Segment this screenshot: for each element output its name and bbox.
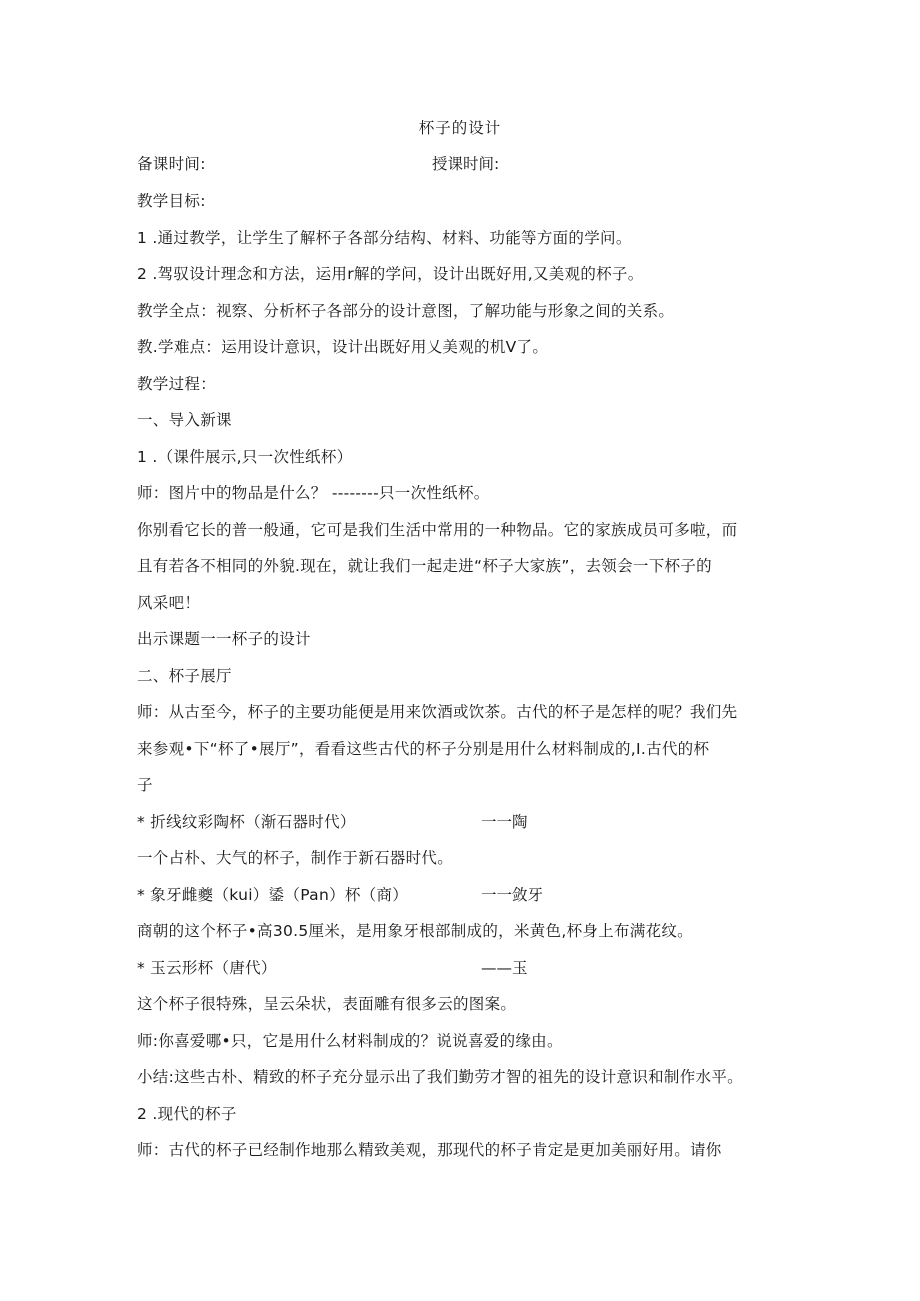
document-title: 杯子的设计 [418,119,502,137]
step-2: 2 .现代的杯子 [137,1105,237,1123]
teacher-question-1: 师：图片中的物品是什么？ --------只一次性纸杯。 [137,484,490,502]
objectives-heading: 教学目标: [137,192,206,210]
section-2-heading: 二、杯子展厅 [137,667,232,685]
paragraph-2-line-2: 来参观•下“杯了•展厅”，看看这些古代的杯子分别是用什么材料制成的,I.古代的杯 [137,740,710,758]
item-2-material: 一一敛牙 [481,886,544,904]
teach-time-label: 授课时间: [432,155,500,173]
objective-2: 2 .驾驭设计理念和方法，运用r解的学问，设计出既好用,又美观的杯子。 [137,265,644,283]
item-2-name: * 象牙雌夔（kui）鋈（Pan）杯（商） [137,886,409,904]
teacher-question-2: 师:你喜爱哪•只，它是用什么材料制成的？说说喜爱的缘由。 [137,1032,563,1050]
item-1-description: 一个占朴、大气的杯子，制作于新石器时代。 [137,849,454,867]
objective-1: 1 .通过教学，让学生了解杯子各部分结构、材料、功能等方面的学问。 [137,229,632,247]
item-3-description: 这个杯子很特殊，呈云朵状，表面雕有很多云的图案。 [137,995,517,1013]
show-topic: 出示课题一一杯子的设计 [137,630,311,648]
item-3-material: ——玉 [481,959,528,977]
item-2-description: 商朝的这个杯子•高30.5厘米，是用象牙根部制成的，米黄色,杯身上布满花纹。 [137,922,693,940]
paragraph-2-line-3: 子 [137,776,153,794]
paragraph-2-line-1: 师：从古至今，杯子的主要功能便是用来饮酒或饮茶。古代的杯子是怎样的呢？我们先 [137,703,738,721]
process-heading: 教学过程： [137,375,217,393]
item-3-name: * 玉云形杯（唐代） [137,959,277,977]
paragraph-1-line-1: 你别看它长的普一般通，它可是我们生活中常用的一种物品。它的家族成员可多啦，而 [137,521,738,539]
paragraph-1-line-3: 风采吧！ [137,594,201,612]
prep-time-label: 备课时间: [137,155,206,173]
step-1: 1 .（课件展示,只一次性纸杯） [137,448,353,466]
teacher-question-3: 师：古代的杯子已经制作地那么精致美观，那现代的杯子肯定是更加美丽好用。请你 [137,1141,722,1159]
key-points: 教学全点：视察、分析杯子各部分的设计意图，了解功能与形象之间的关系。 [137,302,675,320]
item-1-name: * 折线纹彩陶杯（渐石器时代） [137,813,356,831]
summary: 小结:这些古朴、精致的杯子充分显示出了我们勤劳才智的祖先的设计意识和制作水平。 [137,1068,743,1086]
paragraph-1-line-2: 且有若各不相同的外貌.现在，就让我们一起走进“杯子大家族”，去领会一下杯子的 [137,557,712,575]
difficult-points: 教.学难点：运用设计意识，设计出既好用乂美观的机V了。 [137,338,549,356]
item-1-material: 一一陶 [481,813,528,831]
section-1-heading: 一、导入新课 [137,411,232,429]
